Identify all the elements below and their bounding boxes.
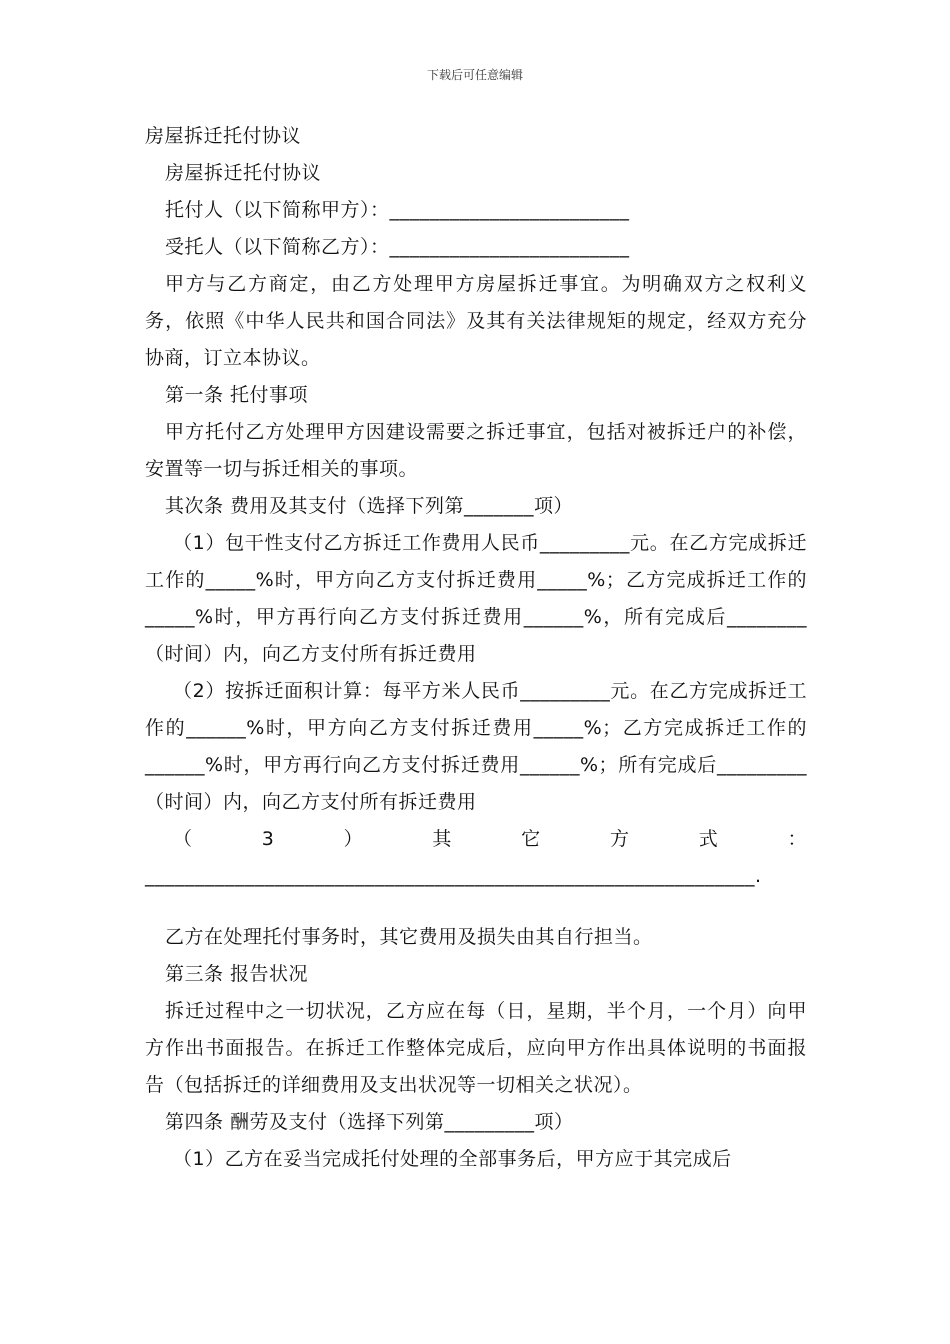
article-1-body: 甲方托付乙方处理甲方因建设需要之拆迁事宜，包括对被拆迁户的补偿，安置等一切与拆迁相关的事项。 bbox=[145, 421, 807, 480]
page-header: 下载后可任意编辑 bbox=[426, 68, 523, 82]
document-body bbox=[145, 118, 807, 1178]
article-2-option-1: （1）包干性支付乙方拆迁工作费用人民币_________元。在乙方完成拆迁工作的_____%时，甲方向乙方支付拆迁费用_____%；乙方完成拆迁工作的_____%时，甲方再行向乙方支付拆迁费用______%，所有完成后________（时间）内，向乙方支付所有拆迁费用 bbox=[145, 532, 807, 665]
document-subtitle: 房屋拆迁托付协议 bbox=[165, 162, 322, 184]
article-2-note: 乙方在处理托付事务时，其它费用及损失由其自行担当。 bbox=[165, 926, 653, 948]
article-2-option-2: （2）按拆迁面积计算：每平方米人民币_________元。在乙方完成拆迁工作的______%时，甲方向乙方支付拆迁费用_____%；乙方完成拆迁工作的______%时，甲方再行向乙方支付拆迁费用______%；所有完成后_________（时间）内，向乙方支付所有拆迁费用 bbox=[145, 680, 807, 813]
article-2-option-3: （3）其它方式：_____________________________________________________________. bbox=[145, 828, 807, 887]
article-1-heading: 第一条 托付事项 bbox=[165, 384, 309, 406]
article-3-body: 拆迁过程中之一切状况，乙方应在每（日，星期，半个月，一个月）向甲方作出书面报告。在拆迁工作整体完成后，应向甲方作出具体说明的书面报告（包括拆迁的详细费用及支出状况等一切相关之状况）。 bbox=[145, 1000, 807, 1096]
document-title: 房屋拆迁托付协议 bbox=[145, 125, 302, 147]
article-2-heading: 其次条 费用及其支付（选择下列第_______项） bbox=[165, 495, 574, 517]
party-b-line: 受托人（以下简称乙方）：________________________ bbox=[165, 236, 630, 258]
article-4-heading: 第四条 酬劳及支付（选择下列第_________项） bbox=[165, 1111, 574, 1133]
party-a-line: 托付人（以下简称甲方）：________________________ bbox=[165, 199, 630, 221]
article-4-option-1: （1）乙方在妥当完成托付处理的全部事务后，甲方应于其完成后 bbox=[173, 1148, 732, 1170]
preamble-paragraph: 甲方与乙方商定，由乙方处理甲方房屋拆迁事宜。为明确双方之权利义务，依照《中华人民共和国合同法》及其有关法律规矩的规定，经双方充分协商，订立本协议。 bbox=[145, 273, 807, 369]
article-3-heading: 第三条 报告状况 bbox=[165, 963, 309, 985]
paragraph-gap bbox=[145, 895, 807, 919]
